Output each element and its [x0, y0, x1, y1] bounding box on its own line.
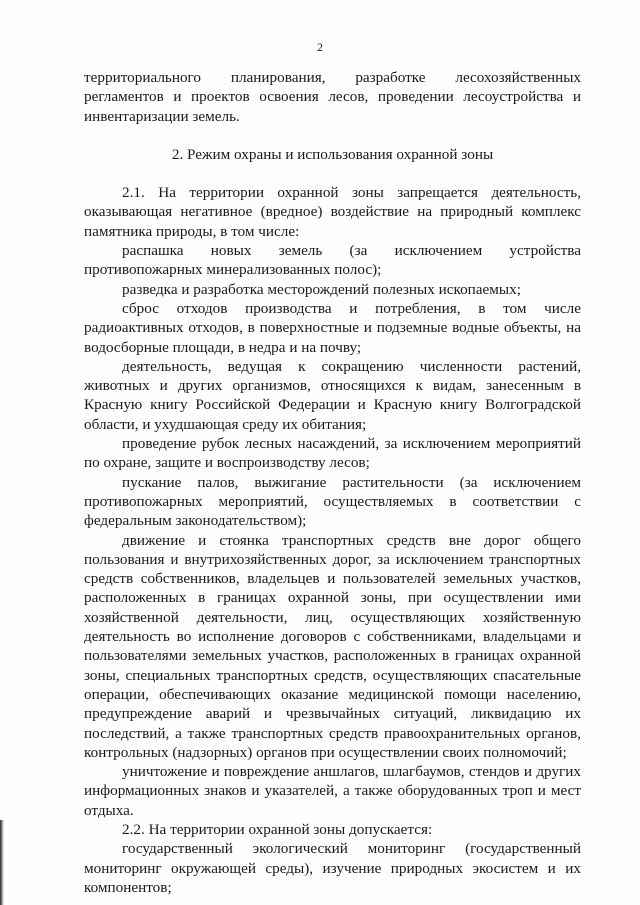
- paragraph-2-1: 2.1. На территории охранной зоны запрещается деятельность, оказывающая негативное (вредное) воздействие на природный комплекс памятника природы, в том числе:: [84, 184, 581, 240]
- section-heading: 2. Режим охраны и использования охранной зоны: [171, 145, 494, 163]
- list-item-vehicles: движение и стоянка транспортных средств вне дорог общего пользования и внутрихозяйственных дорог, за исключением транспортных средств собственников, владельцев и пользователей земельных участков, расположенных в границах охранной зоны, при осуществлении ими хозяйственной деятельности, лиц, осуществляющих хозяйственную деятельность во исполнение договоров с собственниками, владельцами и пользователями земельных участков, расположенных в границах охранной зоны, специальных транспортных средств, осуществляющих спасательные операции, обеспечивающих оказание медицинской помощи населению, предупреждение аварий и чрезвычайных ситуаций, ликвидацию их последствий, а также транспортных средств правоохранительных органов, контрольных (надзорных) органов при осуществлении своих полномочий;: [84, 531, 581, 761]
- scan-edge-shadow: [0, 820, 4, 905]
- list-item-species-reduction: деятельность, ведущая к сокращению численности растений, животных и других организмов, относящихся к видам, занесенным в Красную книгу Российской Федерации и Красную книгу Волгоградской области, и ухудшающая среду их обитания;: [84, 357, 581, 433]
- list-item-waste-discharge: сброс отходов производства и потребления, в том числе радиоактивных отходов, в поверхностные и подземные водные объекты, на водосборные площади, в недра и на почву;: [84, 299, 581, 356]
- list-item-logging: проведение рубок лесных насаждений, за исключением мероприятий по охране, защите и воспроизводству лесов;: [84, 435, 581, 472]
- document-body: [84, 68, 581, 897]
- list-item-burning: пускание палов, выжигание растительности (за исключением противопожарных мероприятий, осуществляемых в соответствии с федеральным законодательством);: [84, 473, 581, 530]
- paragraph-continuation: территориального планирования, разработке лесохозяйственных регламентов и проектов освоения лесов, проведении лесоустройства и инвентаризации земель.: [84, 69, 581, 125]
- paragraph-2-2: 2.2. На территории охранной зоны допускается:: [122, 820, 433, 838]
- list-item-signs-damage: уничтожение и повреждение аншлагов, шлагбаумов, стендов и других информационных знаков и указателей, а также оборудованных троп и мест отдыха.: [84, 763, 581, 819]
- page-number: 2: [317, 40, 323, 54]
- list-item-monitoring: государственный экологический мониторинг (государственный мониторинг окружающей среды), изучение природных экосистем и их компонентов;: [84, 840, 581, 896]
- list-item-plowing: распашка новых земель (за исключением устройства противопожарных минерализованных полос);: [84, 242, 581, 279]
- list-item-mining: разведка и разработка месторождений полезных ископаемых;: [122, 280, 521, 298]
